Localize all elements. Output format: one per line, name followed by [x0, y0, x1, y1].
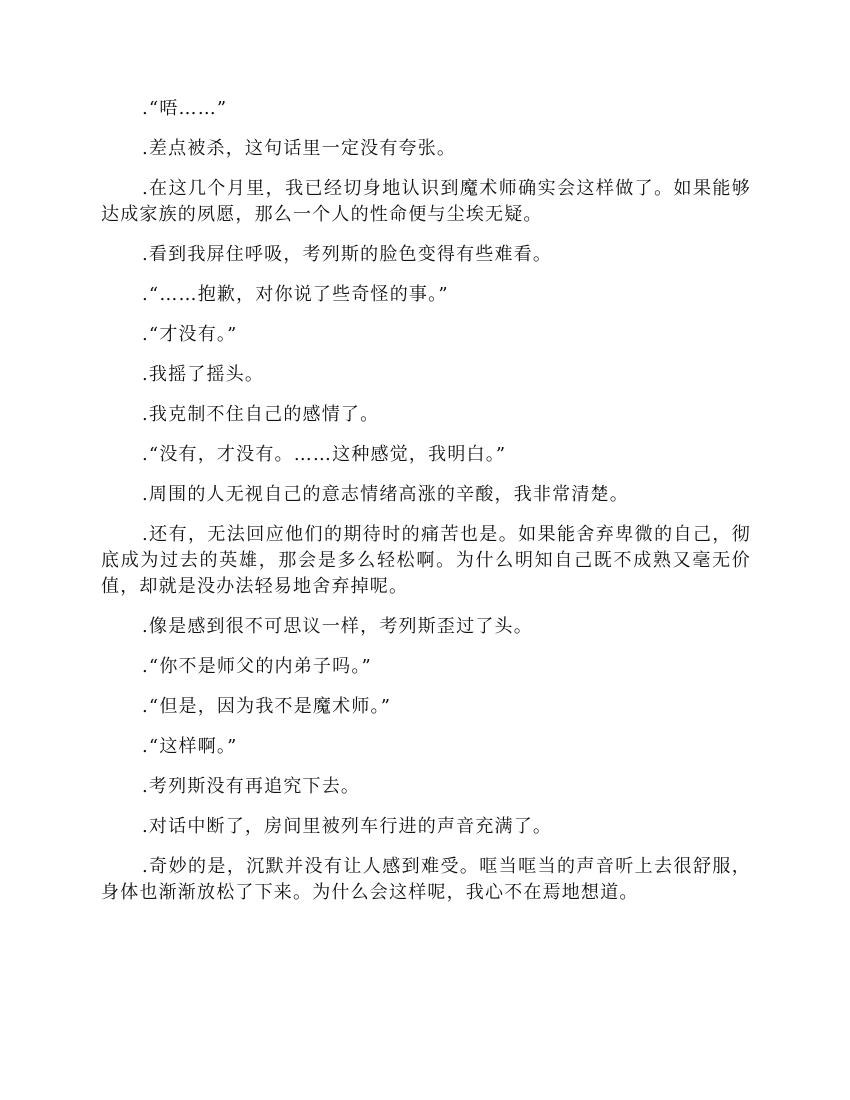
paragraph: .差点被杀，这句话里一定没有夸张。 — [142, 138, 457, 159]
paragraph: .周围的人无视自己的意志情绪高涨的辛酸，我非常清楚。 — [142, 484, 629, 505]
paragraph: .“但是，因为我不是魔术师。” — [142, 696, 392, 717]
paragraph: .还有，无法回应他们的期待时的痛苦也是。如果能舍弃卑微的自己，彻底成为过去的英雄，那会是多么轻松啊。为什么明知自己既不成熟又毫无价值，却就是没办法轻易地舍弃掉呢。 — [101, 524, 751, 597]
paragraph: .考列斯没有再追究下去。 — [142, 776, 361, 797]
paragraph: .“才没有。” — [142, 324, 238, 345]
paragraph: .对话中断了，房间里被列车行进的声音充满了。 — [142, 816, 553, 837]
paragraph: .“没有，才没有。……这种感觉，我明白。” — [142, 444, 507, 465]
paragraph: .我克制不住自己的感情了。 — [142, 404, 380, 425]
paragraph: .“……抱歉，对你说了些奇怪的事。” — [142, 284, 449, 305]
paragraph: .在这几个月里，我已经切身地认识到魔术师确实会这样做了。如果能够达成家族的夙愿，那么一个人的性命便与尘埃无疑。 — [101, 178, 751, 225]
paragraph: .奇妙的是，沉默并没有让人感到难受。哐当哐当的声音听上去很舒服，身体也渐渐放松了下来。为什么会这样呢，我心不在焉地想道。 — [101, 856, 751, 903]
paragraph: .“这样啊。” — [142, 736, 238, 757]
paragraph: .我摇了摇头。 — [142, 364, 265, 385]
paragraph: .像是感到很不可思议一样，考列斯歪过了头。 — [142, 616, 533, 637]
paragraph: .看到我屏住呼吸，考列斯的脸色变得有些难看。 — [142, 244, 553, 265]
body-text — [101, 96, 751, 920]
paragraph: .“唔……” — [142, 98, 228, 119]
paragraph: .“你不是师父的内弟子吗。” — [142, 656, 372, 677]
